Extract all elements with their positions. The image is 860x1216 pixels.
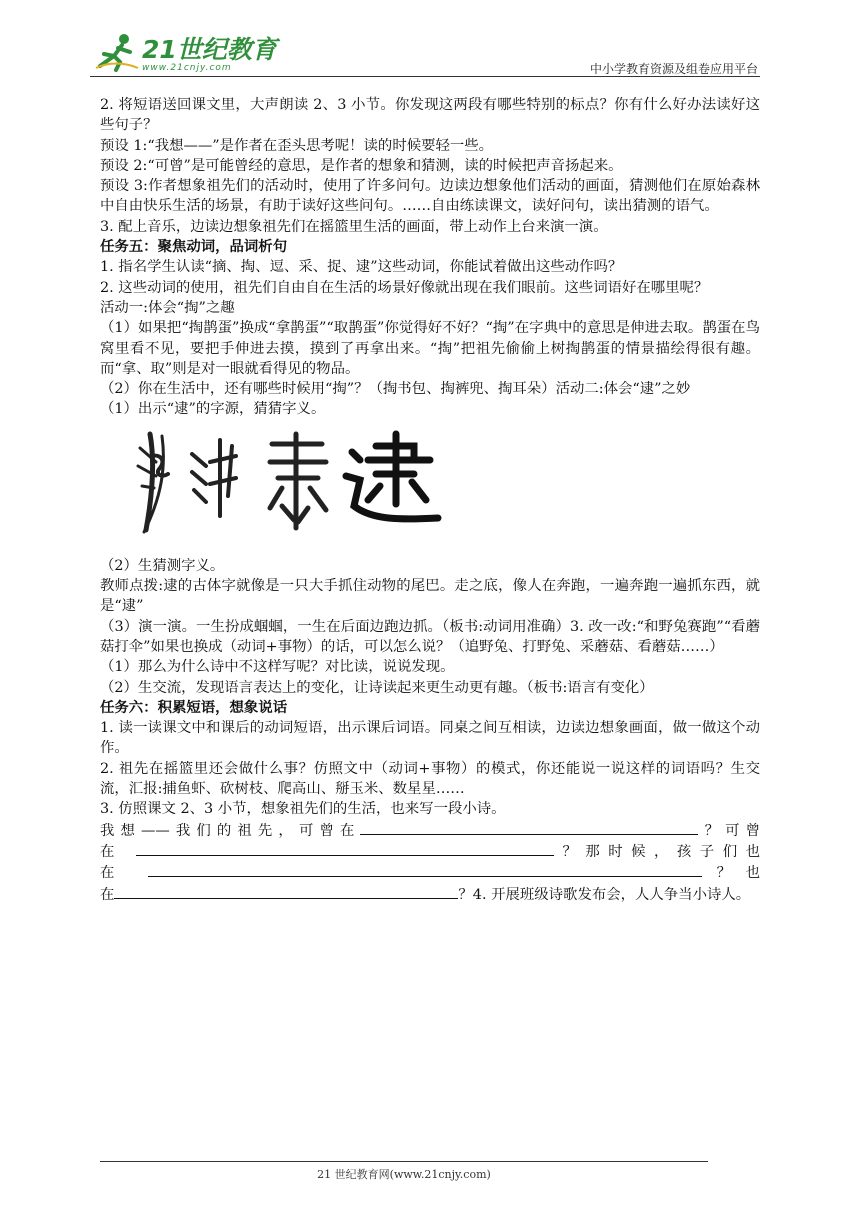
fill-in-text: ？4. 开展班级诗歌发布会，人人争当小诗人。 — [458, 886, 751, 903]
paragraph: 2. 将短语送回课文里，大声朗读 2、3 小节。你发现这两段有哪些特别的标点？你有什么好办法读好这些句子？ — [100, 97, 760, 134]
oracle-glyph — [138, 434, 168, 532]
fill-in-text: 我想——我们的祖先，可曾在 — [100, 822, 361, 839]
document-body — [100, 95, 760, 905]
paragraph: 3. 配上音乐，边读边想象祖先们在摇篮里生活的画面，带上动作上台来演一演。 — [100, 218, 608, 235]
fill-in-text: ？也 — [702, 865, 760, 882]
answer-blank[interactable] — [114, 884, 458, 899]
fill-in-line — [100, 820, 760, 841]
paragraph: 预设 1:“我想——”是作者在歪头思考呢！读的时候要轻一些。 — [100, 137, 494, 154]
paragraph: 1. 指名学生认读“摘、掏、逗、采、捉、逮”这些动词，你能试着做出这些动作吗？ — [100, 259, 623, 276]
fill-in-line — [100, 841, 760, 862]
logo-url: www.21cnjy.com — [142, 63, 232, 73]
paragraph: （3）演一演。一生扮成蝈蝈，一生在后面边跑边抓。（板书:动词用准确）3. 改一改:“和野兔赛跑”“看蘑菇打伞”如果也换成（动词+事物）的话，可以怎么说？（追野兔、打野兔、采蘑菇、看蘑菇……） — [100, 618, 760, 655]
site-logo — [90, 28, 290, 78]
header-divider — [90, 76, 760, 77]
paragraph: 预设 3:作者想象祖先们的活动时，使用了许多问句。边读边想象他们活动的画面，猜测他们在原始森林中自由快乐生活的场景，有助于读好这些问句。……自由练读课文，读好问句，读出猜测的语气。 — [100, 178, 760, 215]
paragraph: 1. 读一读课文中和课后的动词短语，出示课后词语。同桌之间互相读，边读边想象画面，做一做这个动作。 — [100, 720, 760, 757]
paragraph: （1）出示“逮”的字源，猜猜字义。 — [100, 401, 326, 418]
paragraph: 2. 这些动词的使用，祖先们自由自在生活的场景好像就出现在我们眼前。这些词语好在哪里呢？ — [100, 279, 709, 296]
fill-in-line — [100, 884, 760, 905]
regular-glyph — [346, 434, 438, 519]
section-heading: 任务五：聚焦动词，品词析句 — [100, 239, 288, 256]
paragraph: （1）那么为什么诗中不这样写呢？对比读，说说发现。 — [100, 659, 455, 676]
bronze-glyph — [192, 440, 236, 516]
ancient-character-glyphs — [132, 426, 452, 538]
page-footer: 21 世纪教育网(www.21cnjy.com) — [317, 1168, 491, 1181]
paragraph: （2）生交流，发现语言表达上的变化，让诗读起来更生动更有趣。（板书:语言有变化） — [100, 679, 654, 696]
fill-in-text: 在 — [100, 865, 129, 882]
platform-name: 中小学教育资源及组卷应用平台 — [589, 62, 758, 76]
fill-in-text: ？可曾 — [698, 822, 760, 839]
fill-in-line — [100, 862, 760, 883]
runner-logo-icon — [94, 32, 140, 72]
paragraph: 预设 2:“可曾”是可能曾经的意思，是作者的想象和猜测，读的时候把声音扬起来。 — [100, 157, 623, 174]
paragraph: 教师点拨:逮的古体字就像是一只大手抓住动物的尾巴。走之底，像人在奔跑，一遍奔跑一遍抓东西，就是“逮” — [100, 578, 760, 615]
paragraph: （2）生猜测字义。 — [100, 557, 225, 574]
answer-blank[interactable] — [136, 841, 554, 856]
paragraph: 2. 祖先在摇篮里还会做什么事？仿照文中（动词+事物）的模式，你还能说一说这样的词语吗？生交流，汇报:捕鱼虾、砍树枝、爬高山、掰玉米、数星星…… — [100, 760, 760, 798]
paragraph: （2）你在生活中，还有哪些时候用“掏”？（掏书包、掏裤兜、掏耳朵）活动二:体会“逮”之妙 — [100, 381, 691, 398]
paragraph: （1）如果把“掏鹊蛋”换成“拿鹊蛋”“取鹊蛋”你觉得好不好？“掏”在字典中的意思是伸进去取。鹊蛋在鸟窝里看不见，要把手伸进去摸，摸到了再拿出来。“掏”把祖先偷偷上树掏鹊蛋的情景描绘得很有趣。而“拿、取”则是对一眼就看得见的物品。 — [100, 320, 760, 377]
paragraph: 3. 仿照课文 2、3 小节，想象祖先们的生活，也来写一段小诗。 — [100, 801, 506, 818]
section-heading: 任务六：积累短语，想象说话 — [100, 699, 288, 716]
paragraph: 活动一:体会“掏”之趣 — [100, 299, 235, 316]
fill-in-text: 在 — [100, 886, 115, 903]
footer-divider — [100, 1161, 708, 1162]
answer-blank[interactable] — [148, 862, 702, 877]
page-header — [90, 28, 760, 80]
answer-blank[interactable] — [360, 820, 698, 835]
fill-in-text: ？那时候，孩子们也 — [553, 843, 760, 860]
seal-glyph — [270, 434, 326, 528]
character-origin-figure — [100, 426, 760, 546]
fill-in-text: 在 — [100, 843, 123, 860]
logo-text: 21世纪教育 — [142, 35, 277, 64]
